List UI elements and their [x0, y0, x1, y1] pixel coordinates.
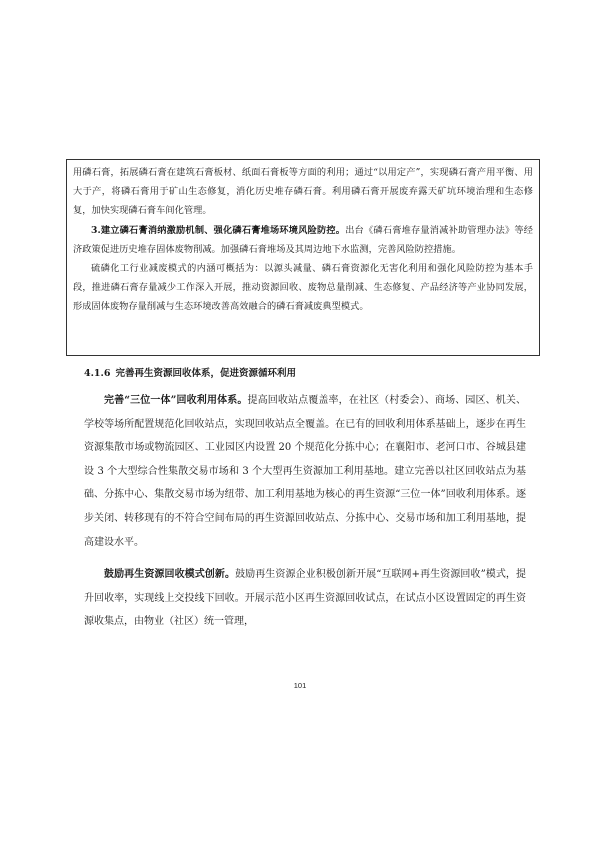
body-paragraph-2-heading: 鼓励再生资源回收模式创新。 — [104, 569, 236, 581]
body-paragraph-1 — [84, 389, 526, 554]
body-paragraph-2 — [84, 563, 526, 634]
box-paragraph-2-text: 出台《磷石膏堆存量消减补助管理办法》等经济政策促进历史堆存固体废物削减。加强磷石膏堆场及其周边地下水监测，完善风险防控措施。 — [73, 224, 533, 255]
body-paragraph-1-text: 提高回收站点覆盖率，在社区（村委会）、商场、园区、机关、学校等场所配置规范化回收站点，实现回收站点全覆盖。在已有的回收利用体系基础上，逐步在再生资源集散市场或物流园区、工业园区内设置 20 个规范化分拣中心；在襄阳市、老河口市、谷城县建设 3 个大型综合性集散交易市场和 3 个大型再生资源加工利用基地。建立完善以社区回收站点为基础、分拣中心、集散交易市场为纽带、加工利用基地为核心的再生资源“三位一体”回收利用体系。逐步关闭、转移现有的不符合空间布局的再生资源回收站点、分拣中心、交易市场和加工利用基地，提高建设水平。 — [84, 395, 526, 548]
body-paragraph-1-heading: 完善“三位一体”回收利用体系。 — [104, 395, 248, 406]
page-number: 101 — [293, 681, 307, 690]
policy-text-box — [66, 159, 540, 356]
box-paragraph-2 — [73, 221, 533, 259]
section-heading — [84, 366, 296, 382]
section-title: 完善再生资源回收体系，促进资源循环利用 — [115, 368, 296, 379]
body-paragraph-2-text: 鼓励再生资源企业积极创新开展“互联网+再生资源回收”模式，提升回收率，实现线上交投线下回收。开展示范小区再生资源回收试点，在试点小区设置固定的再生资源收集点，由物业（社区）统一管理， — [84, 569, 527, 628]
box-paragraph-1: 用磷石膏，拓展磷石膏在建筑石膏板材、纸面石膏板等方面的利用；通过“以用定产”，实现磷石膏产用平衡、用大于产，将磷石膏用于矿山生态修复，消化历史堆存磷石膏。利用磷石膏开展废弃露天矿坑环境治理和生态修复，加快实现磷石膏车间化管理。 — [73, 167, 533, 217]
section-body — [84, 389, 526, 643]
box-paragraph-2-heading: 3.建立磷石膏消纳激励机制、强化磷石膏堆场环境风险防控。 — [91, 224, 346, 236]
box-paragraph-3: 硫磷化工行业减废模式的内涵可概括为：以源头减量、磷石膏资源化无害化利用和强化风险防控为基本手段，推进磷石膏存量减少工作深入开展，推动资源回收、废物总量削减、生态修复、产品经济等产业协同发展，形成固体废物存量削减与生态环境改善高效融合的磷石膏减废典型模式。 — [73, 263, 533, 313]
section-number: 4.1.6 — [84, 368, 111, 379]
